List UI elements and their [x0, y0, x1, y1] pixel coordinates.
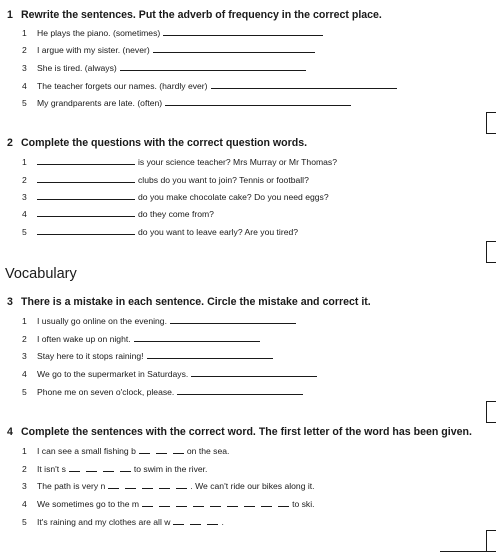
exercise-3-item-2: 2 I often wake up on night. [22, 332, 263, 344]
score-box [486, 112, 496, 134]
exercise-instruction: Complete the questions with the correct question words. [21, 137, 308, 149]
answer-line[interactable] [165, 96, 351, 106]
section-title: Vocabulary [5, 266, 77, 282]
exercise-2-item-2: 2 clubs do you want to join? Tennis or football? [22, 175, 309, 185]
answer-line[interactable] [170, 314, 296, 324]
letter-blank[interactable] [103, 462, 114, 472]
answer-line[interactable] [191, 367, 317, 377]
letter-blank[interactable] [210, 497, 221, 507]
exercise-3-item-1: 1 I usually go online on the evening. [22, 314, 299, 326]
exercise-number: 2 [7, 137, 13, 149]
score-box [486, 401, 496, 423]
exercise-1-item-2: 2 I argue with my sister. (never) [22, 43, 318, 55]
exercise-1-item-5: 5 My grandparents are late. (often) [22, 96, 354, 108]
answer-line[interactable] [177, 385, 303, 395]
exercise-4-item-3: 3 The path is very n . We can't ride our bikes along it. [22, 481, 315, 491]
letter-blank[interactable] [227, 497, 238, 507]
exercise-1-item-4: 4 The teacher forgets our names. (hardly ever) [22, 79, 400, 91]
answer-line[interactable] [37, 190, 135, 200]
answer-line[interactable] [211, 79, 397, 89]
exercise-3-item-5: 5 Phone me on seven o'clock, please. [22, 385, 306, 397]
answer-line[interactable] [163, 26, 323, 36]
answer-line[interactable] [37, 225, 135, 235]
answer-line[interactable] [37, 207, 135, 217]
exercise-2-item-1: 1 is your science teacher? Mrs Murray or Mr Thomas? [22, 157, 337, 167]
exercise-4-heading [7, 426, 472, 438]
exercise-2-item-4: 4 do they come from? [22, 209, 214, 219]
letter-blank[interactable] [86, 462, 97, 472]
answer-line[interactable] [147, 349, 273, 359]
letter-blank[interactable] [142, 479, 153, 489]
letter-blank[interactable] [207, 515, 218, 525]
score-box [486, 530, 496, 552]
exercise-3-item-3: 3 Stay here to it stops raining! [22, 349, 276, 361]
exercise-instruction: Complete the sentences with the correct word. The first letter of the word has been given. [21, 426, 472, 438]
answer-line[interactable] [37, 173, 135, 183]
answer-line[interactable] [134, 332, 260, 342]
exercise-3-item-4: 4 We go to the supermarket in Saturdays. [22, 367, 320, 379]
letter-blank[interactable] [176, 479, 187, 489]
letter-blank[interactable] [173, 444, 184, 454]
letter-blank[interactable] [261, 497, 272, 507]
exercise-1-item-3: 3 She is tired. (always) [22, 61, 309, 73]
answer-line[interactable] [37, 155, 135, 165]
letter-blank[interactable] [108, 479, 119, 489]
exercise-4-item-5: 5 It's raining and my clothes are all w . [22, 517, 224, 527]
answer-line[interactable] [120, 61, 306, 71]
letter-blank[interactable] [173, 515, 184, 525]
exercise-number: 3 [7, 296, 13, 308]
score-box [486, 241, 496, 263]
exercise-1-heading [7, 9, 382, 21]
exercise-4-item-2: 2 It isn't s to swim in the river. [22, 464, 208, 474]
exercise-4-item-4: 4 We sometimes go to the m to ski. [22, 499, 315, 509]
answer-line[interactable] [153, 43, 315, 53]
letter-blank[interactable] [125, 479, 136, 489]
letter-blank[interactable] [278, 497, 289, 507]
letter-blank[interactable] [120, 462, 131, 472]
letter-blank[interactable] [190, 515, 201, 525]
exercise-instruction: There is a mistake in each sentence. Circle the mistake and correct it. [21, 296, 371, 308]
exercise-2-heading [7, 137, 307, 149]
letter-blank[interactable] [139, 444, 150, 454]
exercise-2-item-3: 3 do you make chocolate cake? Do you need eggs? [22, 192, 329, 202]
divider [440, 551, 496, 552]
letter-blank[interactable] [176, 497, 187, 507]
exercise-4-item-1: 1 I can see a small fishing b on the sea. [22, 446, 230, 456]
exercise-number: 4 [7, 426, 13, 438]
letter-blank[interactable] [159, 479, 170, 489]
exercise-number: 1 [7, 9, 13, 21]
letter-blank[interactable] [142, 497, 153, 507]
letter-blank[interactable] [69, 462, 80, 472]
letter-blank[interactable] [193, 497, 204, 507]
letter-blank[interactable] [244, 497, 255, 507]
letter-blank[interactable] [156, 444, 167, 454]
exercise-2-item-5: 5 do you want to leave early? Are you tired? [22, 227, 299, 237]
exercise-3-heading [7, 296, 371, 308]
exercise-instruction: Rewrite the sentences. Put the adverb of frequency in the correct place. [21, 9, 382, 21]
exercise-1-item-1: 1 He plays the piano. (sometimes) [22, 26, 326, 38]
letter-blank[interactable] [159, 497, 170, 507]
